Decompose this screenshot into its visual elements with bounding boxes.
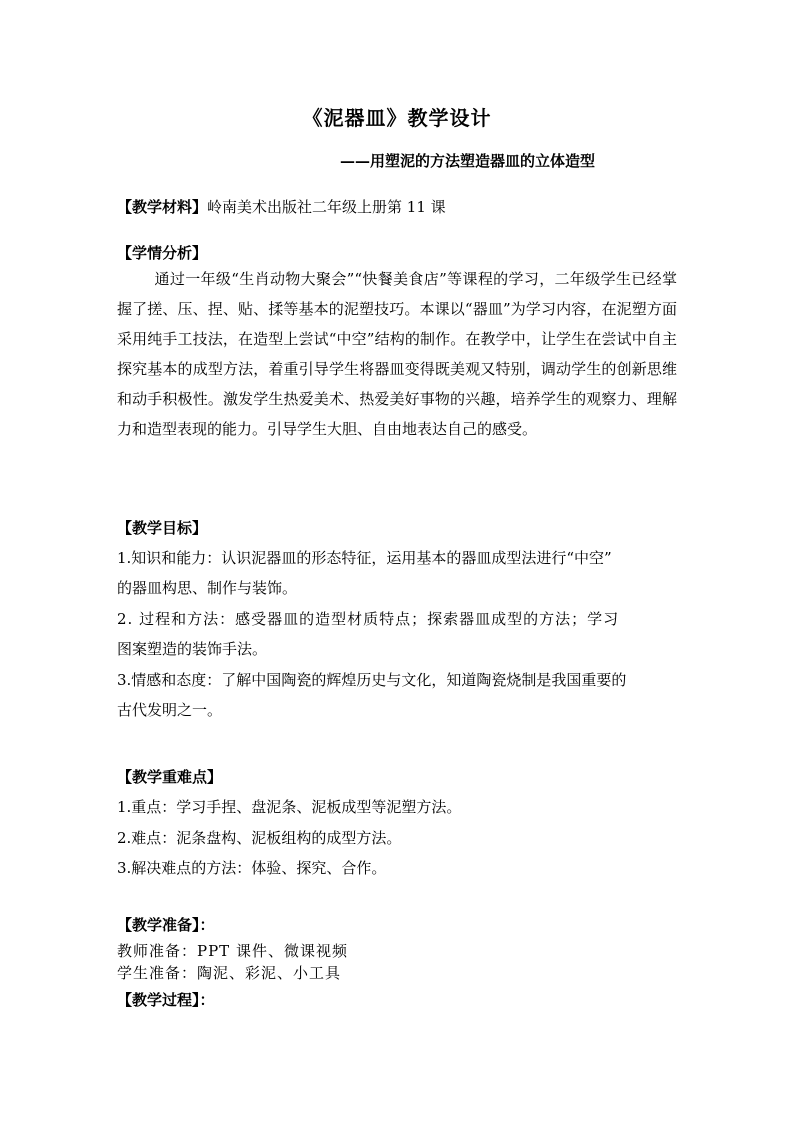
preparation-teacher: 教师准备：PPT 课件、微课视频 <box>117 942 348 960</box>
objective-2-line1: 2. 过程和方法：感受器皿的造型材质特点；探索器皿成型的方法；学习 <box>117 610 620 628</box>
process-heading: 【教学过程】： <box>117 991 215 1009</box>
document-subtitle: ——用塑泥的方法塑造器皿的立体造型 <box>340 152 596 170</box>
objectives-heading: 【教学目标】 <box>117 519 208 537</box>
objective-2-line2: 图案塑造的装饰手法。 <box>117 640 268 658</box>
material-line <box>117 196 446 217</box>
analysis-heading: 【学情分析】 <box>117 244 208 262</box>
objective-3-line2: 古代发明之一。 <box>117 701 223 719</box>
document-title: 《泥器皿》教学设计 <box>302 106 492 130</box>
objective-3-line1: 3.情感和态度：了解中国陶瓷的辉煌历史与文化，知道陶瓷烧制是我国重要的 <box>117 671 627 689</box>
objective-1-line2: 的器皿构思、制作与装饰。 <box>117 579 298 597</box>
preparation-student: 学生准备：陶泥、彩泥、小工具 <box>117 964 342 982</box>
key-point-2: 2.难点：泥条盘构、泥板组构的成型方法。 <box>117 829 402 847</box>
material-label: 【教学材料】 <box>117 198 208 216</box>
key-point-1: 1.重点：学习手捏、盘泥条、泥板成型等泥塑方法。 <box>117 798 462 816</box>
objective-1-line1: 1.知识和能力：认识泥器皿的形态特征，运用基本的器皿成型法进行“中空” <box>117 549 612 567</box>
material-value: 岭南美术出版社二年级上册第 11 课 <box>207 198 446 216</box>
preparation-heading: 【教学准备】： <box>117 916 215 934</box>
analysis-paragraph: 通过一年级“生肖动物大聚会”“快餐美食店”等课程的学习，二年级学生已经掌握了搓、压、捏、贴、揉等基本的泥塑技巧。本课以“器皿”为学习内容，在泥塑方面采用纯手工技法，在造型上尝试“中空”结构的制作。在教学中，让学生在尝试中自主探究基本的成型方法，着重引导学生将器皿变得既美观又特别，调动学生的创新思维和动手积极性。激发学生热爱美术、热爱美好事物的兴趣，培养学生的观察力、理解力和造型表现的能力。引导学生大胆、自由地表达自己的感受。 <box>117 270 677 438</box>
key-points-heading: 【教学重难点】 <box>117 768 223 786</box>
key-point-3: 3.解决难点的方法：体验、探究、合作。 <box>117 859 387 877</box>
